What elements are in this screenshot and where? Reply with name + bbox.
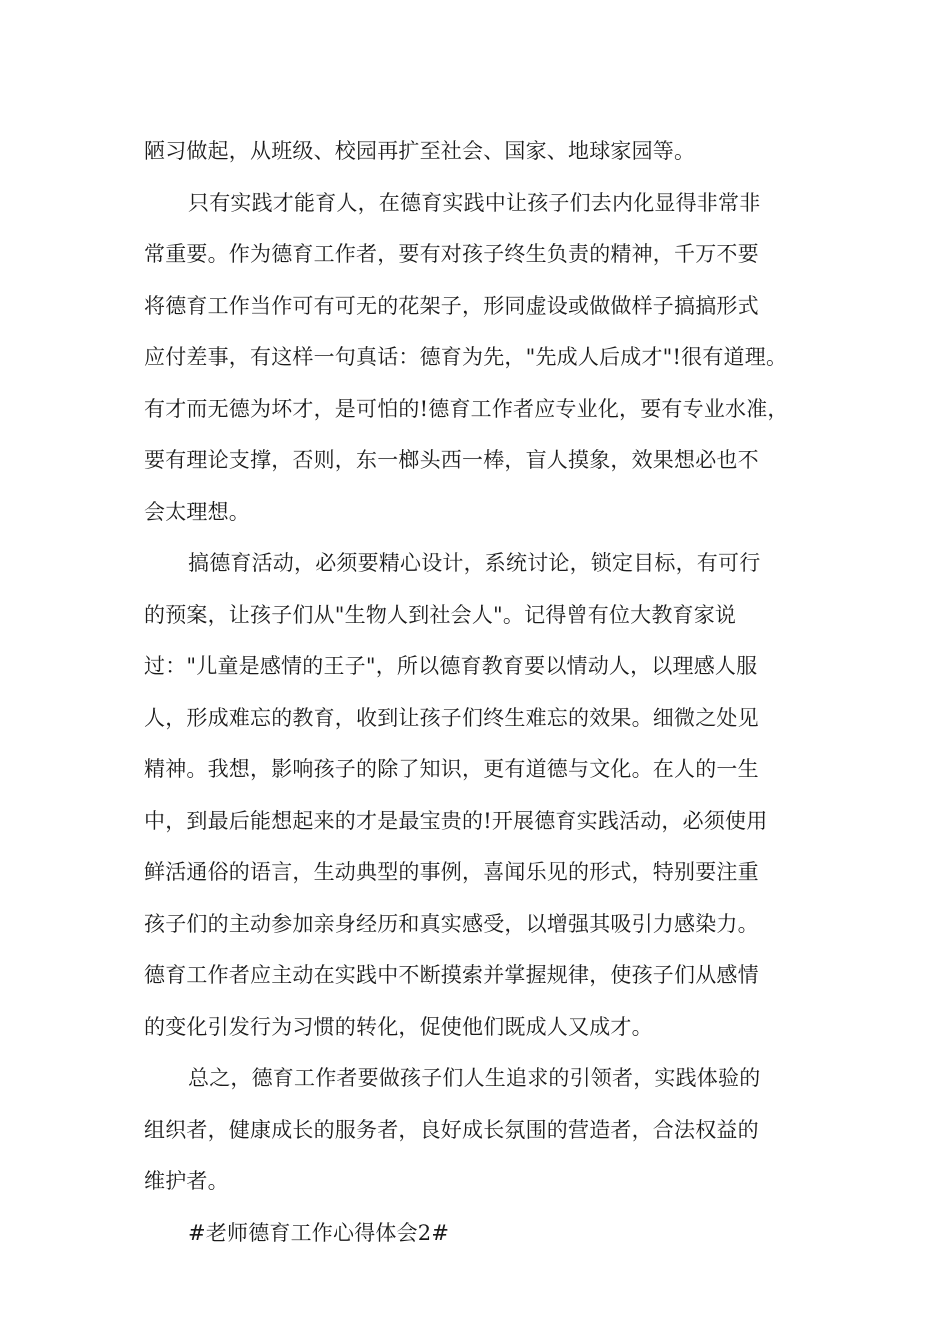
paragraph-line: 的变化引发行为习惯的转化，促使他们既成人又成才。 (144, 1014, 653, 1039)
paragraph-line: 只有实践才能育人，在德育实践中让孩子们去内化显得非常非 (188, 190, 761, 215)
paragraph-line: 将德育工作当作可有可无的花架子，形同虚设或做做样子搞搞形式 (144, 293, 759, 318)
paragraph-line: 维护者。 (144, 1169, 229, 1193)
paragraph-line: 搞德育活动，必须要精心设计，系统讨论，锁定目标，有可行 (188, 551, 761, 575)
paragraph-line: 的预案，让孩子们从"生物人到社会人"。记得曾有位大教育家说 (144, 602, 737, 627)
paragraph-line: 孩子们的主动参加亲身经历和真实感受，以增强其吸引力感染力。 (144, 911, 759, 936)
paragraph-line: 应付差事，有这样一句真话：德育为先，"先成人后成才"!很有道理。 (144, 345, 788, 369)
document-body (144, 126, 812, 1259)
paragraph-line: 常重要。作为德育工作者，要有对孩子终生负责的精神，千万不要 (144, 242, 759, 266)
paragraph-line: 总之，德育工作者要做孩子们人生追求的引领者，实践体验的 (188, 1066, 761, 1090)
paragraph-line: 精神。我想，影响孩子的除了知识，更有道德与文化。在人的一生 (144, 757, 759, 781)
section-heading: #老师德育工作心得体会2# (188, 1220, 450, 1245)
paragraph-line: 陋习做起，从班级、校园再扩至社会、国家、地球家园等。 (144, 139, 696, 163)
paragraph-line: 会太理想。 (144, 499, 250, 524)
paragraph-line: 德育工作者应主动在实践中不断摸索并掌握规律，使孩子们从感情 (144, 963, 759, 987)
paragraph-line: 人，形成难忘的教育，收到让孩子们终生难忘的效果。细微之处见 (144, 705, 759, 730)
paragraph-line: 中，到最后能想起来的才是最宝贵的!开展德育实践活动，必须使用 (144, 808, 768, 833)
paragraph-line: 过："儿童是感情的王子"，所以德育教育要以情动人，以理感人服 (144, 654, 758, 678)
paragraph-line: 有才而无德为坏才，是可怕的!德育工作者应专业化，要有专业水准， (144, 396, 789, 421)
paragraph-line: 要有理论支撑，否则，东一榔头西一棒，盲人摸象，效果想必也不 (144, 448, 759, 472)
paragraph-line: 组织者，健康成长的服务者，良好成长氛围的营造者，合法权益的 (144, 1117, 759, 1142)
paragraph-line: 鲜活通俗的语言，生动典型的事例，喜闻乐见的形式，特别要注重 (144, 860, 759, 884)
